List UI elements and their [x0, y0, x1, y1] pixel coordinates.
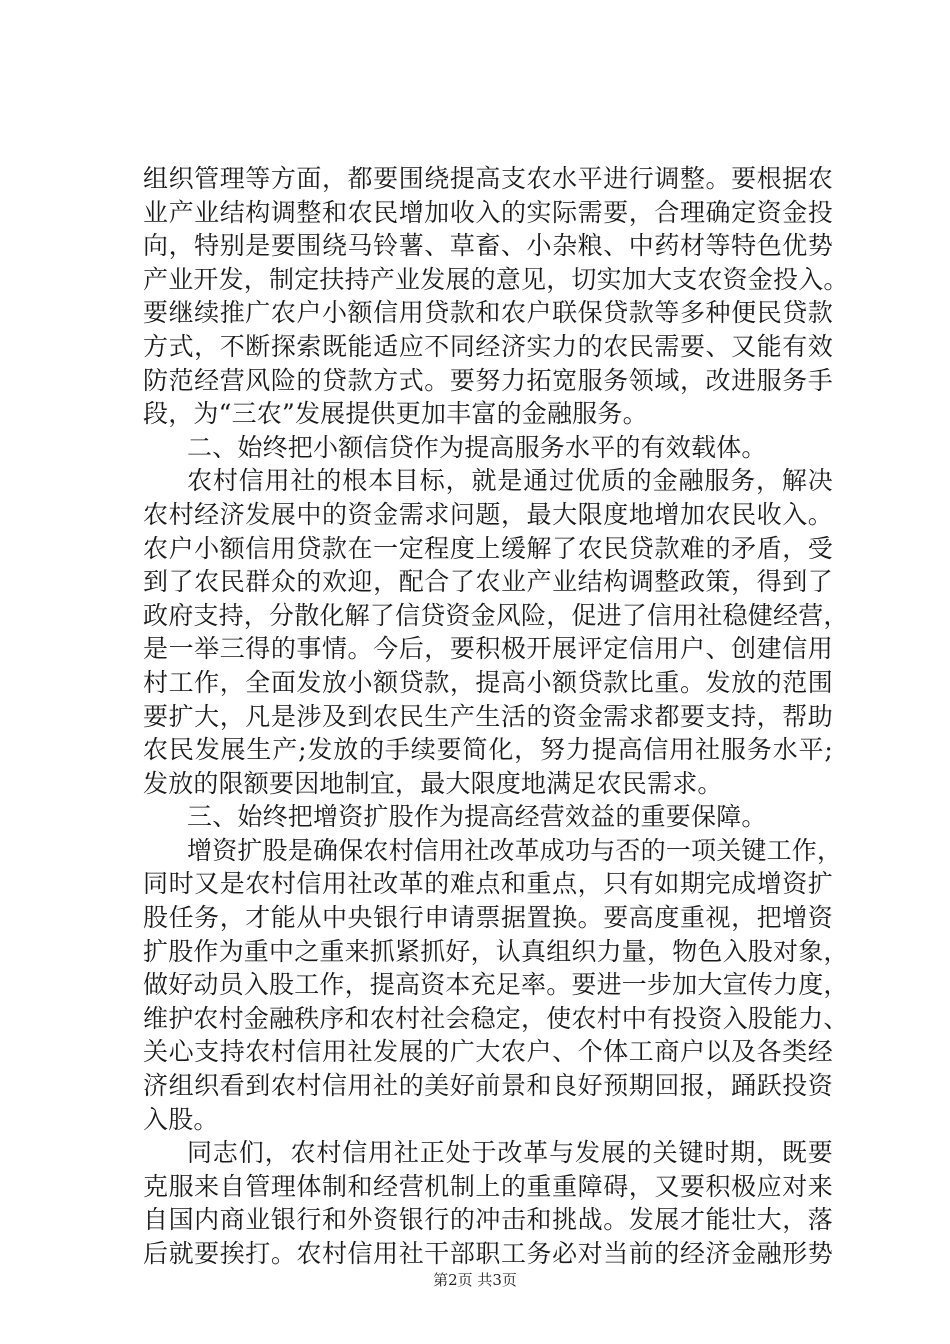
- text-line: 同志们，农村信用社正处于改革与发展的关键时期，既要: [187, 1138, 833, 1168]
- text-line: 自国内商业银行和外资银行的冲击和挑战。发展才能壮大，落: [143, 1205, 833, 1235]
- text-line: 是一举三得的事情。今后，要积极开展评定信用户、创建信用: [143, 634, 833, 664]
- text-line: 农民发展生产;发放的手续要简化，努力提高信用社服务水平;: [143, 735, 833, 765]
- text-line: 发放的限额要因地制宜，最大限度地满足农民需求。: [143, 768, 723, 798]
- text-line: 农村信用社的根本目标，就是通过优质的金融服务，解决: [187, 466, 833, 496]
- text-line: 农村经济发展中的资金需求问题，最大限度地增加农民收入。: [143, 499, 833, 529]
- text-line: 克服来自管理体制和经营机制上的重重障碍，又要积极应对来: [143, 1171, 833, 1201]
- text-line: 向，特别是要围绕马铃薯、草畜、小杂粮、中药材等特色优势: [143, 231, 833, 261]
- text-line: 要扩大，凡是涉及到农民生产生活的资金需求都要支持，帮助: [143, 701, 833, 731]
- text-line: 济组织看到农村信用社的美好前景和良好预期回报，踊跃投资: [143, 1071, 833, 1101]
- text-line: 村工作，全面发放小额贷款，提高小额贷款比重。发放的范围: [143, 667, 833, 697]
- text-line: 增资扩股是确保农村信用社改革成功与否的一项关键工作，: [187, 835, 843, 865]
- text-line: 扩股作为重中之重来抓紧抓好，认真组织力量，物色入股对象，: [143, 936, 849, 966]
- text-line: 二、始终把小额信贷作为提高服务水平的有效载体。: [187, 432, 767, 462]
- page-footer: [0, 1270, 950, 1290]
- text-line: 组织管理等方面，都要围绕提高支农水平进行调整。要根据农: [143, 164, 833, 193]
- text-line: 后就要挨打。农村信用社干部职工务必对当前的经济金融形势: [143, 1239, 833, 1268]
- text-line: 到了农民群众的欢迎，配合了农业产业结构调整政策，得到了: [143, 567, 833, 597]
- text-line: 方式，不断探索既能适应不同经济实力的农民需要、又能有效: [143, 331, 833, 361]
- text-line: 同时又是农村信用社改革的难点和重点，只有如期完成增资扩: [143, 869, 833, 899]
- text-line: 防范经营风险的贷款方式。要努力拓宽服务领域，改进服务手: [143, 365, 833, 395]
- text-line: 做好动员入股工作，提高资本充足率。要进一步加大宣传力度，: [143, 970, 849, 1000]
- text-line: 入股。: [143, 1104, 219, 1134]
- text-line: 政府支持，分散化解了信贷资金风险，促进了信用社稳健经营，: [143, 600, 849, 630]
- text-line: 维护农村金融秩序和农村社会稳定，使农村中有投资入股能力、: [143, 1003, 849, 1033]
- text-line: 业产业结构调整和农民增加收入的实际需要，合理确定资金投: [143, 197, 833, 227]
- text-line: 三、始终把增资扩股作为提高经营效益的重要保障。: [187, 802, 767, 832]
- text-line: 要继续推广农户小额信用贷款和农户联保贷款等多种便民贷款: [143, 298, 833, 328]
- text-line: 关心支持农村信用社发展的广大农户、个体工商户以及各类经: [143, 1037, 833, 1067]
- text-line: 股任务，才能从中央银行申请票据置换。要高度重视，把增资: [143, 903, 833, 933]
- document-body: [143, 162, 849, 1271]
- page-number: 第2页 共3页: [433, 1271, 517, 1289]
- text-line: 农户小额信用贷款在一定程度上缓解了农民贷款难的矛盾，受: [143, 533, 833, 563]
- text-line: 产业开发，制定扶持产业发展的意见，切实加大支农资金投入。: [143, 264, 849, 294]
- text-line: 段，为“三农”发展提供更加丰富的金融服务。: [143, 399, 648, 429]
